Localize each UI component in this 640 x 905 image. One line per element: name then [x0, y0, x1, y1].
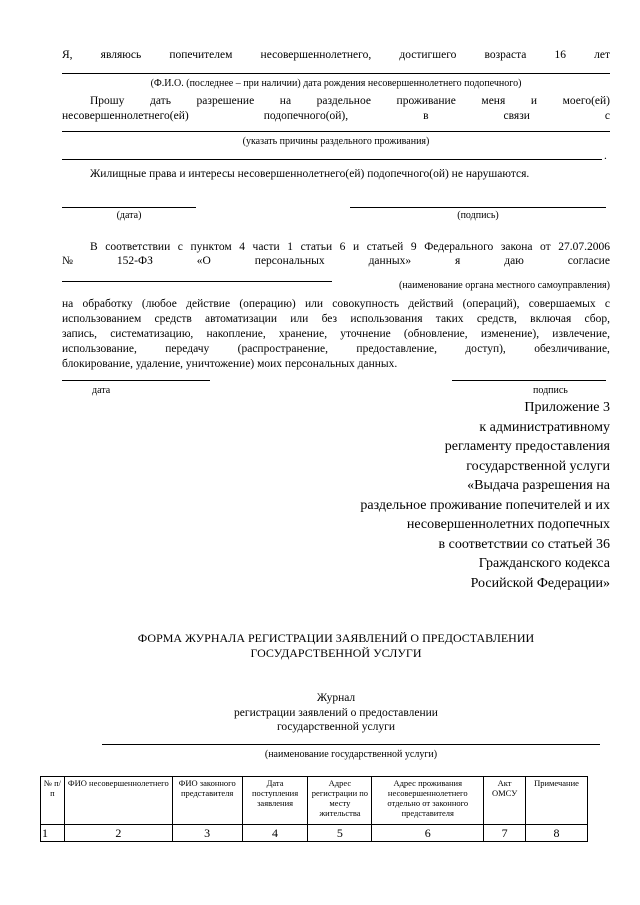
- intro-word: Я,: [62, 49, 73, 61]
- number-cell: 4: [242, 825, 308, 842]
- consent-word: я: [455, 255, 461, 267]
- request-word: связи: [503, 110, 530, 122]
- consent-body-word: обезличивание,: [534, 343, 610, 355]
- intro-word: возраста: [484, 49, 527, 61]
- consent-body-word: предоставление,: [356, 343, 437, 355]
- consent-line-2: [62, 254, 610, 268]
- consent-sign-line: [452, 380, 606, 381]
- consent-word: «О: [196, 255, 211, 267]
- rights-statement: Жилищные права и интересы несовершеннолетнего(ей) подопечного(ой) не нарушаются.: [90, 168, 530, 180]
- consent-body-4: [62, 342, 610, 356]
- organ-caption: (наименование органа местного самоуправления): [398, 280, 610, 291]
- appendix-line: к административному: [479, 419, 610, 435]
- sign-caption: (подпись): [457, 210, 499, 221]
- journal-table: [40, 776, 588, 842]
- date-blank-line: [62, 207, 196, 208]
- header-cell: Дата поступления заявления: [242, 777, 308, 825]
- intro-word: 16: [554, 49, 566, 61]
- consent-body-word: передачу: [165, 343, 210, 355]
- fio-blank-line: [62, 73, 610, 74]
- consent-date-line: [62, 380, 210, 381]
- consent-body-word: доступ),: [465, 343, 506, 355]
- consent-line-1: В соответствии с пунктом 4 части 1 статьи 6 и статьей 9 Федерального закона от 27.07.2006: [90, 241, 610, 253]
- consent-sign-label: подпись: [533, 385, 568, 396]
- intro-word: достигшего: [399, 49, 457, 61]
- appendix-block: [360, 398, 610, 593]
- table-number-row: [41, 825, 588, 842]
- consent-body-word: использование,: [62, 343, 137, 355]
- number-cell: 7: [484, 825, 526, 842]
- journal-subtitle: государственной услуги: [276, 721, 396, 733]
- journal-subtitle: регистрации заявлений о предоставлении: [234, 706, 438, 719]
- header-cell: № п/п: [41, 777, 65, 825]
- intro-line: [62, 48, 610, 62]
- consent-body-5: блокирование, удаление, уничтожение) моих персональных данных.: [62, 358, 398, 370]
- table-header-row: [41, 777, 588, 825]
- form-title: [62, 631, 610, 661]
- header-cell: ФИО законного представителя: [172, 777, 242, 825]
- consent-body-3: запись, систематизацию, накопление, хранение, уточнение (обновление, изменение), извлечение,: [62, 328, 610, 340]
- intro-word: несовершеннолетнего,: [260, 49, 372, 61]
- service-blank-line: [102, 744, 600, 745]
- journal-title: Журнал: [316, 692, 356, 704]
- sign-blank-line: [350, 207, 606, 208]
- header-cell: Акт ОМСУ: [484, 777, 526, 825]
- number-cell: 1: [41, 825, 65, 842]
- journal-heading: [62, 691, 610, 735]
- number-cell: 5: [308, 825, 372, 842]
- header-cell: Адрес регистрации по месту жительства: [308, 777, 372, 825]
- consent-word: согласие: [567, 255, 610, 267]
- consent-word: №: [62, 255, 73, 267]
- intro-word: лет: [594, 49, 610, 61]
- organ-blank-line: [62, 281, 332, 282]
- header-cell: Адрес проживания несовершеннолетнего отдельно от законного представителя: [372, 777, 484, 825]
- request-word: несовершеннолетнего(ей): [62, 110, 189, 122]
- intro-word: попечителем: [169, 49, 233, 61]
- header-cell: ФИО несовершеннолетнего: [64, 777, 172, 825]
- form-title-line: ФОРМА ЖУРНАЛА РЕГИСТРАЦИИ ЗАЯВЛЕНИЙ О ПРЕДОСТАВЛЕНИИ: [137, 631, 535, 645]
- reason-blank-line-2: [62, 159, 602, 160]
- appendix-line: государственной услуги: [466, 458, 610, 474]
- fio-caption: (Ф.И.О. (последнее – при наличии) дата рождения несовершеннолетнего подопечного): [150, 78, 522, 89]
- appendix-line: Росийской Федерации»: [470, 575, 610, 591]
- header-cell: Примечание: [526, 777, 588, 825]
- form-title-line: ГОСУДАРСТВЕННОЙ УСЛУГИ: [250, 646, 422, 660]
- consent-word: персональных: [254, 255, 325, 267]
- appendix-line: Приложение 3: [524, 400, 610, 415]
- appendix-line: несовершеннолетних подопечных: [406, 517, 610, 532]
- request-word: подопечного(ой),: [263, 110, 349, 122]
- consent-date-label: дата: [92, 385, 111, 396]
- appendix-line: в соответствии со статьей 36: [438, 536, 610, 552]
- consent-body-word: (распространение,: [237, 343, 329, 355]
- intro-word: являюсь: [100, 49, 142, 61]
- appendix-line: «Выдача разрешения на: [467, 478, 610, 493]
- appendix-line: регламенту предоставления: [444, 439, 610, 454]
- number-cell: 8: [526, 825, 588, 842]
- request-line-2: [62, 109, 610, 123]
- number-cell: 2: [64, 825, 172, 842]
- consent-word: даю: [504, 255, 524, 267]
- number-cell: 3: [172, 825, 242, 842]
- appendix-line: раздельное проживание попечителей и их: [360, 497, 610, 513]
- date-caption: (дата): [116, 210, 142, 221]
- request-line-1: Прошу дать разрешение на раздельное проживание меня и моего(ей): [90, 95, 610, 107]
- appendix-line: Гражданского кодекса: [478, 556, 610, 571]
- reason-end: .: [604, 150, 607, 162]
- consent-word: 152-ФЗ: [116, 255, 153, 267]
- reason-caption: (указать причины раздельного проживания): [242, 136, 430, 147]
- consent-body-2: использованием средств автоматизации или без использования таких средств, включая сбор,: [62, 313, 610, 325]
- number-cell: 6: [372, 825, 484, 842]
- request-word: в: [423, 110, 429, 122]
- consent-body-1: на обработку (любое действие (операцию) или совокупность действий (операций), совершаемых с: [62, 298, 610, 310]
- reason-blank-line-1: [62, 131, 610, 132]
- consent-word: данных»: [368, 255, 412, 267]
- service-caption: (наименование государственной услуги): [264, 749, 438, 760]
- request-word: с: [604, 110, 610, 122]
